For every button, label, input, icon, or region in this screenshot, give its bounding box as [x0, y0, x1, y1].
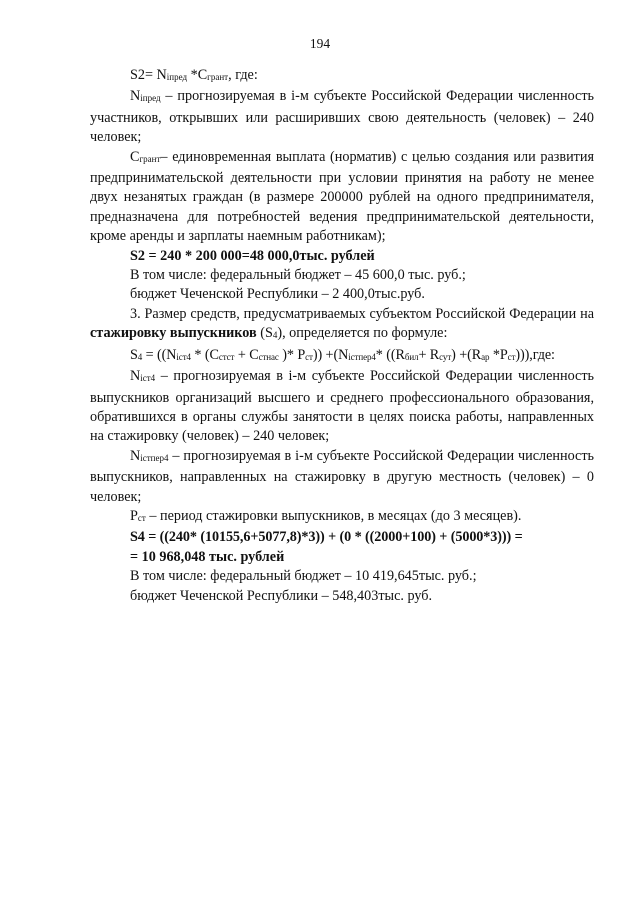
- n-ist4-definition: [90, 367, 594, 447]
- s4-formula-part: = ((N: [142, 346, 177, 363]
- p-st-symbol: P: [130, 507, 138, 524]
- item-3-bold-text: стажировку выпускников: [90, 325, 257, 342]
- s4-formula-subscript: стст: [218, 351, 235, 362]
- n-ipred-subscript: iпред: [140, 93, 161, 104]
- s2-formula-subscript: грант: [207, 72, 229, 82]
- s4-formula-part: )) +(N: [312, 346, 349, 363]
- n-istper4-symbol: N: [130, 447, 141, 464]
- s4-formula-subscript: стнас: [258, 351, 279, 362]
- s2-regional-budget: бюджет Чеченской Республики – 2 400,0тыс.руб.: [130, 286, 425, 303]
- s2-formula-subscript: iпред: [166, 72, 188, 82]
- c-grant-definition: [90, 148, 594, 247]
- document-body: [90, 66, 594, 606]
- p-st-subscript: ст: [137, 512, 146, 523]
- s4-formula-part: S: [130, 346, 138, 363]
- s4-formula-part: + R: [418, 346, 440, 363]
- n-istper4-definition: [90, 447, 594, 507]
- n-istper4-text: – прогнозируемая в i-м субъекте Российской Федерации численность выпускников, направленных на стажировку в другую местность (человек) – 0 человек;: [90, 447, 594, 505]
- s4-formula-subscript: ст: [507, 351, 516, 362]
- s4-formula-part: *P: [489, 346, 508, 363]
- s2-formula-part: *C: [187, 67, 208, 83]
- s4-formula-subscript: сут: [439, 351, 452, 362]
- page-number: 194: [309, 36, 331, 51]
- c-grant-subscript: грант: [139, 153, 161, 164]
- s4-calculation-line-1: S4 = ((240* (10155,6+5077,8)*3)) + (0 * ((2000+100) + (5000*3))) =: [130, 529, 523, 546]
- s4-formula-part: + C: [234, 346, 259, 363]
- s4-formula-subscript: бил: [404, 351, 419, 362]
- s4-formula-subscript: ар: [481, 351, 490, 362]
- n-ist4-symbol: N: [130, 368, 141, 385]
- s4-calculation-line-2: = 10 968,048 тыс. рублей: [130, 548, 285, 565]
- s2-result: S2 = 240 * 200 000=48 000,0тыс. рублей: [130, 247, 375, 264]
- n-ist4-text: – прогнозируемая в i-м субъекте Российской Федерации численность выпускников организаций высшего и среднего профессионального образования, обратившихся в органы службы занятости в целях поиска работы, направленных на стажировку (человек) – 240 человек;: [90, 368, 594, 445]
- n-ipred-symbol: N: [130, 88, 141, 105]
- s4-formula-subscript: iст4: [176, 351, 191, 362]
- s4-formula-part: ))),где:: [515, 346, 555, 363]
- s2-formula-line: [90, 66, 594, 87]
- n-istper4-subscript: iстпер4: [140, 452, 169, 463]
- s2-formula-part: , где:: [228, 67, 258, 83]
- item-3-paragraph: [90, 305, 594, 346]
- s4-formula-part: * (C: [190, 346, 219, 363]
- item-3-text: ), определяется по формуле:: [277, 325, 448, 342]
- s4-federal-budget: В том числе: федеральный бюджет – 10 419,645тыс. руб.;: [130, 568, 477, 585]
- p-st-definition: [90, 507, 594, 528]
- p-st-text: – период стажировки выпускников, в месяцах (до 3 месяцев).: [145, 507, 522, 524]
- s2-federal-budget: В том числе: федеральный бюджет – 45 600,0 тыс. руб.;: [130, 267, 466, 284]
- s4-regional-budget: бюджет Чеченской Республики – 548,403тыс. руб.: [130, 587, 433, 604]
- s4-formula-line: [90, 346, 594, 367]
- c-grant-text: – единовременная выплата (норматив) с целью создания или развития предпринимательской деятельности при условии принятия на работу не менее двух незанятых граждан (в размере 200000 рублей на одного предпринимателя, предназначена для потребностей ведения предпринимательской деятельности, кроме аренды и зарплаты наемным работникам);: [90, 148, 594, 245]
- item-3-text: (S: [256, 325, 273, 342]
- s4-formula-subscript: 4: [137, 351, 143, 362]
- s4-formula-subscript: ст: [305, 351, 313, 362]
- n-ist4-subscript: iст4: [140, 373, 156, 384]
- n-ipred-text: – прогнозируемая в i-м субъекте Российской Федерации численность участников, открывших или расширивших свою деятельность (человек) – 240 человек;: [90, 88, 594, 146]
- item-3-text: 3. Размер средств, предусматриваемых субъектом Российской Федерации на: [130, 305, 594, 322]
- s4-formula-part: * ((R: [375, 346, 405, 363]
- s2-formula-part: S2= N: [130, 67, 167, 83]
- s4-formula-part: )* P: [278, 346, 306, 363]
- item-3-subscript: 4: [272, 330, 278, 341]
- c-grant-symbol: C: [130, 148, 140, 165]
- s4-formula-subscript: iстпер4: [348, 351, 376, 362]
- n-ipred-definition: [90, 87, 594, 147]
- s4-formula-part: ) +(R: [451, 346, 482, 363]
